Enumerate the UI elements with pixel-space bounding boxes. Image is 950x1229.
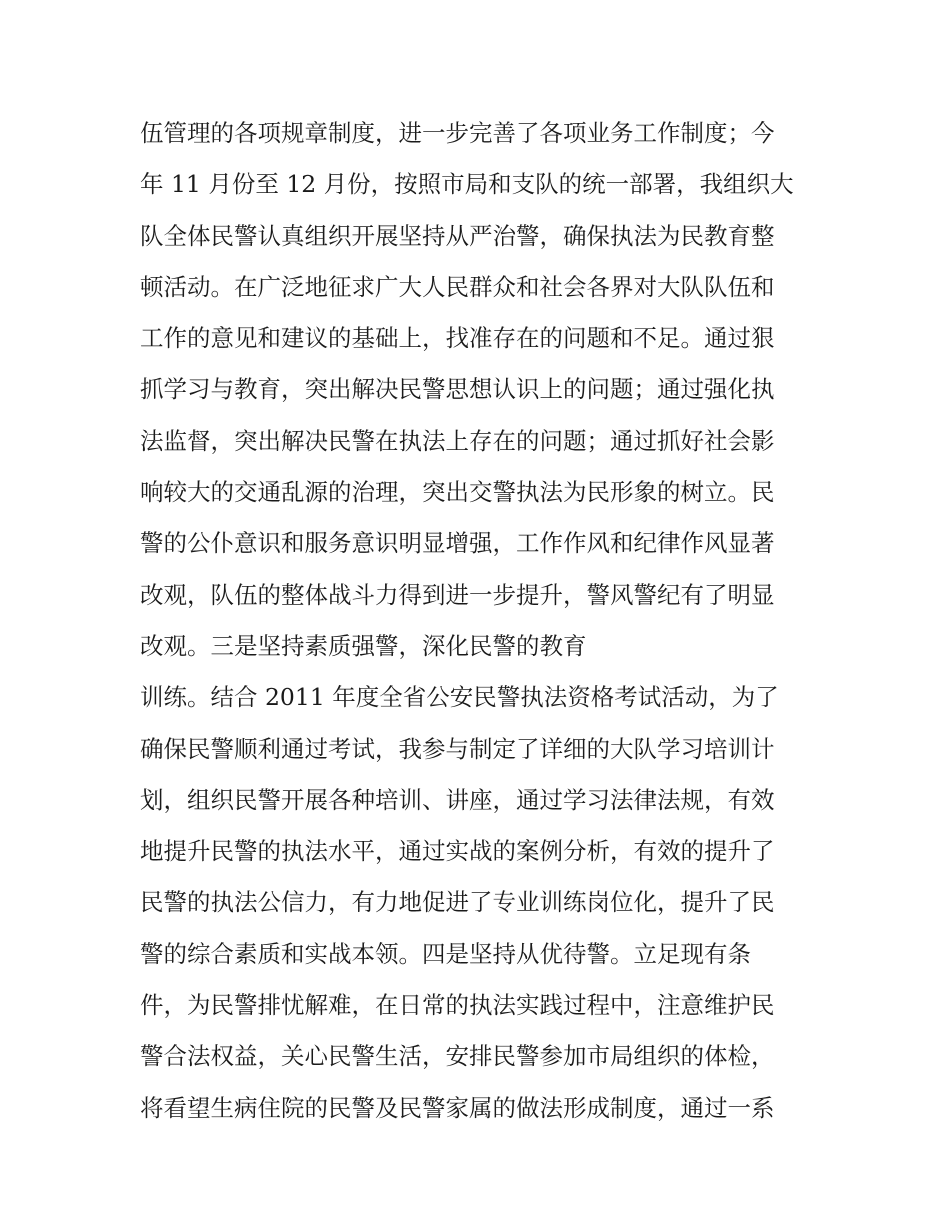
text-line: 划，组织民警开展各种培训、讲座，通过学习法律法规，有效 <box>140 785 775 814</box>
text-line: 训练。结合 2011 年度全省公安民警执法资格考试活动，为了 <box>140 683 779 712</box>
text-line: 顿活动。在广泛地征求广大人民群众和社会各界对大队队伍和 <box>140 272 775 301</box>
text-line: 民警的执法公信力，有力地促进了专业训练岗位化，提升了民 <box>140 888 775 917</box>
text-line: 警合法权益，关心民警生活，安排民警参加市局组织的体检， <box>140 1042 775 1071</box>
text-line: 响较大的交通乱源的治理，突出交警执法为民形象的树立。民 <box>140 478 775 507</box>
text-line: 件，为民警排忧解难，在日常的执法实践过程中，注意维护民 <box>140 991 775 1020</box>
text-line: 警的综合素质和实战本领。四是坚持从优待警。立足现有条 <box>140 939 751 968</box>
text-line: 改观，队伍的整体战斗力得到进一步提升，警风警纪有了明显 <box>140 580 775 609</box>
text-line: 地提升民警的执法水平，通过实战的案例分析，有效的提升了 <box>140 837 775 866</box>
text-line: 伍管理的各项规章制度，进一步完善了各项业务工作制度；今 <box>140 119 775 147</box>
body-text <box>140 108 840 1134</box>
text-line: 法监督，突出解决民警在执法上存在的问题；通过抓好社会影 <box>140 426 775 455</box>
text-line: 改观。三是坚持素质强警，深化民警的教育 <box>140 631 587 660</box>
text-line: 队全体民警认真组织开展坚持从严治警，确保执法为民教育整 <box>140 221 775 250</box>
text-line: 抓学习与教育，突出解决民警思想认识上的问题；通过强化执 <box>140 375 775 404</box>
text-line: 年 11 月份至 12 月份，按照市局和支队的统一部署，我组织大 <box>140 170 794 199</box>
text-line: 工作的意见和建议的基础上，找准存在的问题和不足。通过狠 <box>140 324 775 353</box>
text-line: 确保民警顺利通过考试，我参与制定了详细的大队学习培训计 <box>140 734 775 763</box>
text-line: 将看望生病住院的民警及民警家属的做法形成制度，通过一系 <box>140 1093 775 1122</box>
text-line: 警的公仆意识和服务意识明显增强，工作作风和纪律作风显著 <box>140 529 775 558</box>
